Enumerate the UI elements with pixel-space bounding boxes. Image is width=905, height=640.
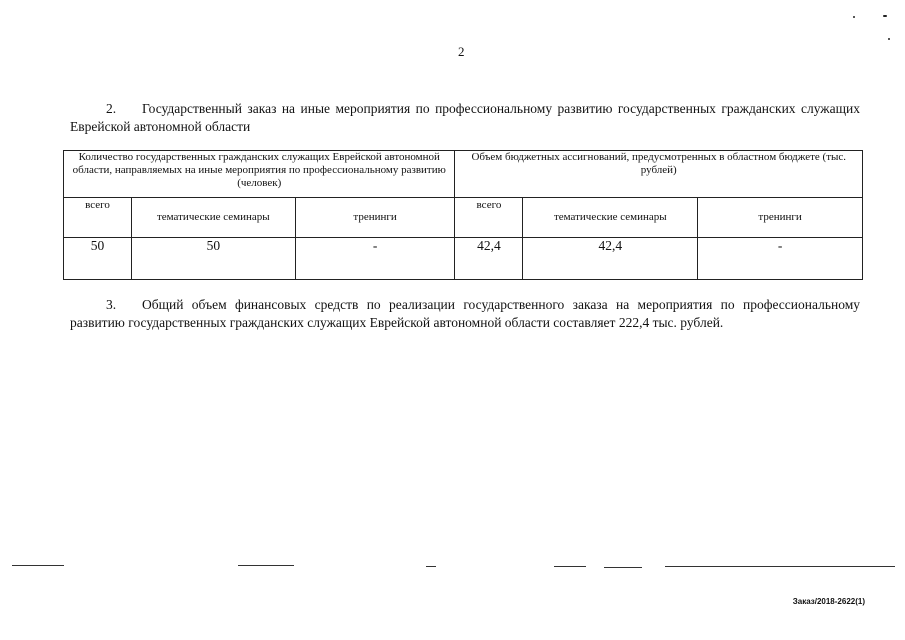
table-subheader-row (64, 198, 863, 238)
scan-line-segment (12, 565, 64, 566)
subheader-seminars-people: тематические семинары (131, 198, 295, 238)
table-row (64, 238, 863, 280)
scan-speck (883, 15, 887, 17)
scan-speck (888, 38, 890, 40)
cell-seminars-people: 50 (131, 238, 295, 280)
cell-total-budget: 42,4 (455, 238, 523, 280)
header-budget-allocation: Объем бюджетных ассигнований, предусмотренных в областном бюджете (тыс. рублей) (455, 151, 863, 198)
scan-line-segment (604, 567, 642, 568)
table-header-row (64, 151, 863, 198)
header-employee-count: Количество государственных гражданских служащих Еврейской автономной области, направляемых на иные мероприятия по профессиональному развитию (человек) (64, 151, 455, 198)
professional-development-table (63, 150, 863, 280)
cell-total-people: 50 (64, 238, 132, 280)
page-number: 2 (458, 44, 465, 59)
subheader-trainings-budget: тренинги (698, 198, 863, 238)
section-2-text: Государственный заказ на иные мероприятия по профессиональному развитию государственных гражданских служащих Еврейской автономной области (70, 101, 860, 134)
scan-speck (853, 16, 855, 18)
footer-document-code: Заказ/2018-2622(1) (792, 597, 865, 606)
scan-line-segment (426, 566, 436, 567)
cell-seminars-budget: 42,4 (523, 238, 698, 280)
scan-line-segment (238, 565, 294, 566)
subheader-trainings-people: тренинги (295, 198, 455, 238)
section-3-number: 3. (106, 297, 117, 312)
section-3-paragraph (70, 296, 860, 332)
section-3-text: Общий объем финансовых средств по реализации государственного заказа на мероприятия по профессиональному развитию государственных гражданских служащих Еврейской автономной области составляет 222,4 тыс. рублей. (70, 297, 860, 330)
subheader-total-budget: всего (455, 198, 523, 238)
subheader-seminars-budget: тематические семинары (523, 198, 698, 238)
scan-line-segment (554, 566, 586, 567)
section-2-paragraph (70, 100, 860, 136)
scan-line-segment (665, 566, 895, 567)
subheader-total-people: всего (64, 198, 132, 238)
cell-trainings-budget: - (698, 238, 863, 280)
section-2-number: 2. (106, 101, 117, 116)
cell-trainings-people: - (295, 238, 455, 280)
